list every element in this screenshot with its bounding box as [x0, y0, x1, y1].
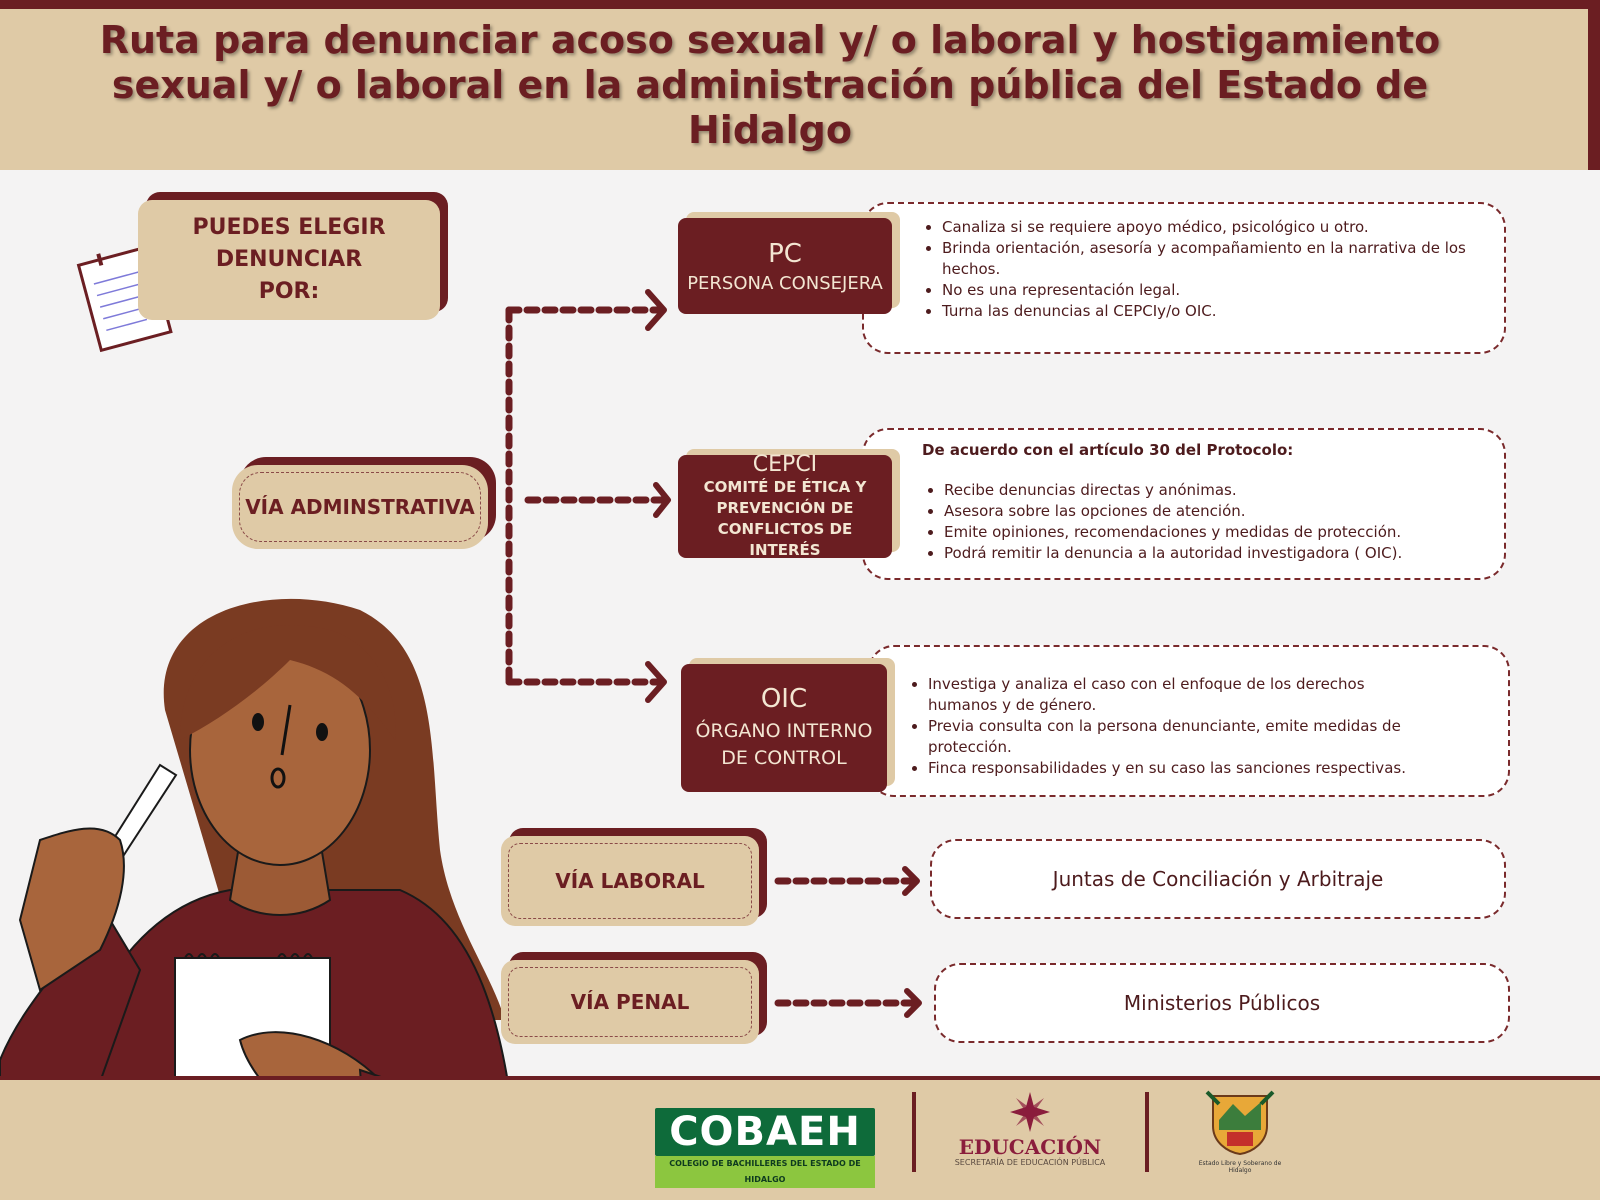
- educacion-title: EDUCACIÓN: [958, 1135, 1102, 1159]
- cepci-item: • Podrá remitir la denuncia a la autoridad investigadora ( OIC).: [944, 543, 1474, 564]
- hidalgo-shield-logo: [1195, 1090, 1285, 1185]
- cobaeh-logo-text: COBAEH: [655, 1108, 875, 1156]
- pc-item: • Canaliza si se requiere apoyo médico, psicológico u otro.: [942, 217, 1474, 238]
- ministerios-label: Ministerios Públicos: [1123, 990, 1321, 1015]
- oic-item: • Investiga y analiza el caso con el enfoque de los derechos humanos y de género.: [928, 674, 1438, 716]
- cobaeh-logo-subtitle: COLEGIO DE BACHILLERES DEL ESTADO DE HIDALGO: [655, 1156, 875, 1188]
- cepci-item: • Asesora sobre las opciones de atención.: [944, 501, 1474, 522]
- educacion-subtitle: SECRETARÍA DE EDUCACIÓN PÚBLICA: [954, 1158, 1106, 1167]
- oic-list: [910, 674, 1438, 779]
- via-laboral-label: VÍA LABORAL: [555, 869, 705, 893]
- juntas-label: Juntas de Conciliación y Arbitraje: [1052, 866, 1384, 891]
- oic-item: • Finca responsabilidades y en su caso las sanciones respectivas.: [928, 758, 1438, 779]
- pc-abbr: PC: [768, 238, 802, 269]
- educacion-logo: [940, 1092, 1120, 1177]
- pc-item: • Brinda orientación, asesoría y acompañamiento en la narrativa de los hechos.: [942, 238, 1474, 280]
- cobaeh-logo: [655, 1108, 875, 1184]
- oic-info-box: [868, 645, 1510, 797]
- via-penal-label: VÍA PENAL: [570, 990, 690, 1014]
- pc-item: • Turna las denuncias al CEPCIy/o OIC.: [942, 301, 1474, 322]
- pc-box: [678, 218, 892, 314]
- pc-item: • No es una representación legal.: [942, 280, 1474, 301]
- oic-box: [681, 664, 887, 792]
- oic-abbr: OIC: [760, 684, 808, 714]
- cepci-full: COMITÉ DE ÉTICA Y PREVENCIÓN DE CONFLICTOS DE INTERÉS: [703, 477, 867, 559]
- cepci-item: • Emite opiniones, recomendaciones y medidas de protección.: [944, 522, 1474, 543]
- cepci-info-box: [862, 428, 1506, 580]
- footer-divider: [1145, 1092, 1149, 1172]
- cepci-item: • Recibe denuncias directas y anónimas.: [944, 480, 1474, 501]
- cepci-list: [922, 480, 1474, 564]
- oic-item: • Previa consulta con la persona denunciante, emite medidas de protección.: [928, 716, 1438, 758]
- ministerios-box: [934, 963, 1510, 1043]
- choose-label: PUEDES ELEGIR DENUNCIAR POR:: [192, 215, 386, 304]
- cepci-abbr: CEPCI: [752, 451, 818, 477]
- pc-full: PERSONA CONSEJERA: [687, 272, 883, 294]
- star-icon: [1010, 1092, 1050, 1132]
- footer-divider: [912, 1092, 916, 1172]
- via-admin-label: VÍA ADMINSTRATIVA: [245, 495, 475, 519]
- page-title: Ruta para denunciar acoso sexual y/ o laboral y hostigamiento sexual y/ o laboral en la administración pública del Estado de Hidalgo: [99, 18, 1441, 152]
- pc-info-box: [862, 202, 1506, 354]
- oic-full: ÓRGANO INTERNO DE CONTROL: [695, 720, 873, 769]
- shield-icon: [1205, 1090, 1275, 1156]
- cepci-heading: De acuerdo con el artículo 30 del Protocolo:: [922, 441, 1294, 459]
- hidalgo-caption: Estado Libre y Soberano de Hidalgo: [1198, 1160, 1282, 1174]
- pc-list: [924, 217, 1474, 322]
- cepci-box: [678, 451, 892, 559]
- juntas-box: [930, 839, 1506, 919]
